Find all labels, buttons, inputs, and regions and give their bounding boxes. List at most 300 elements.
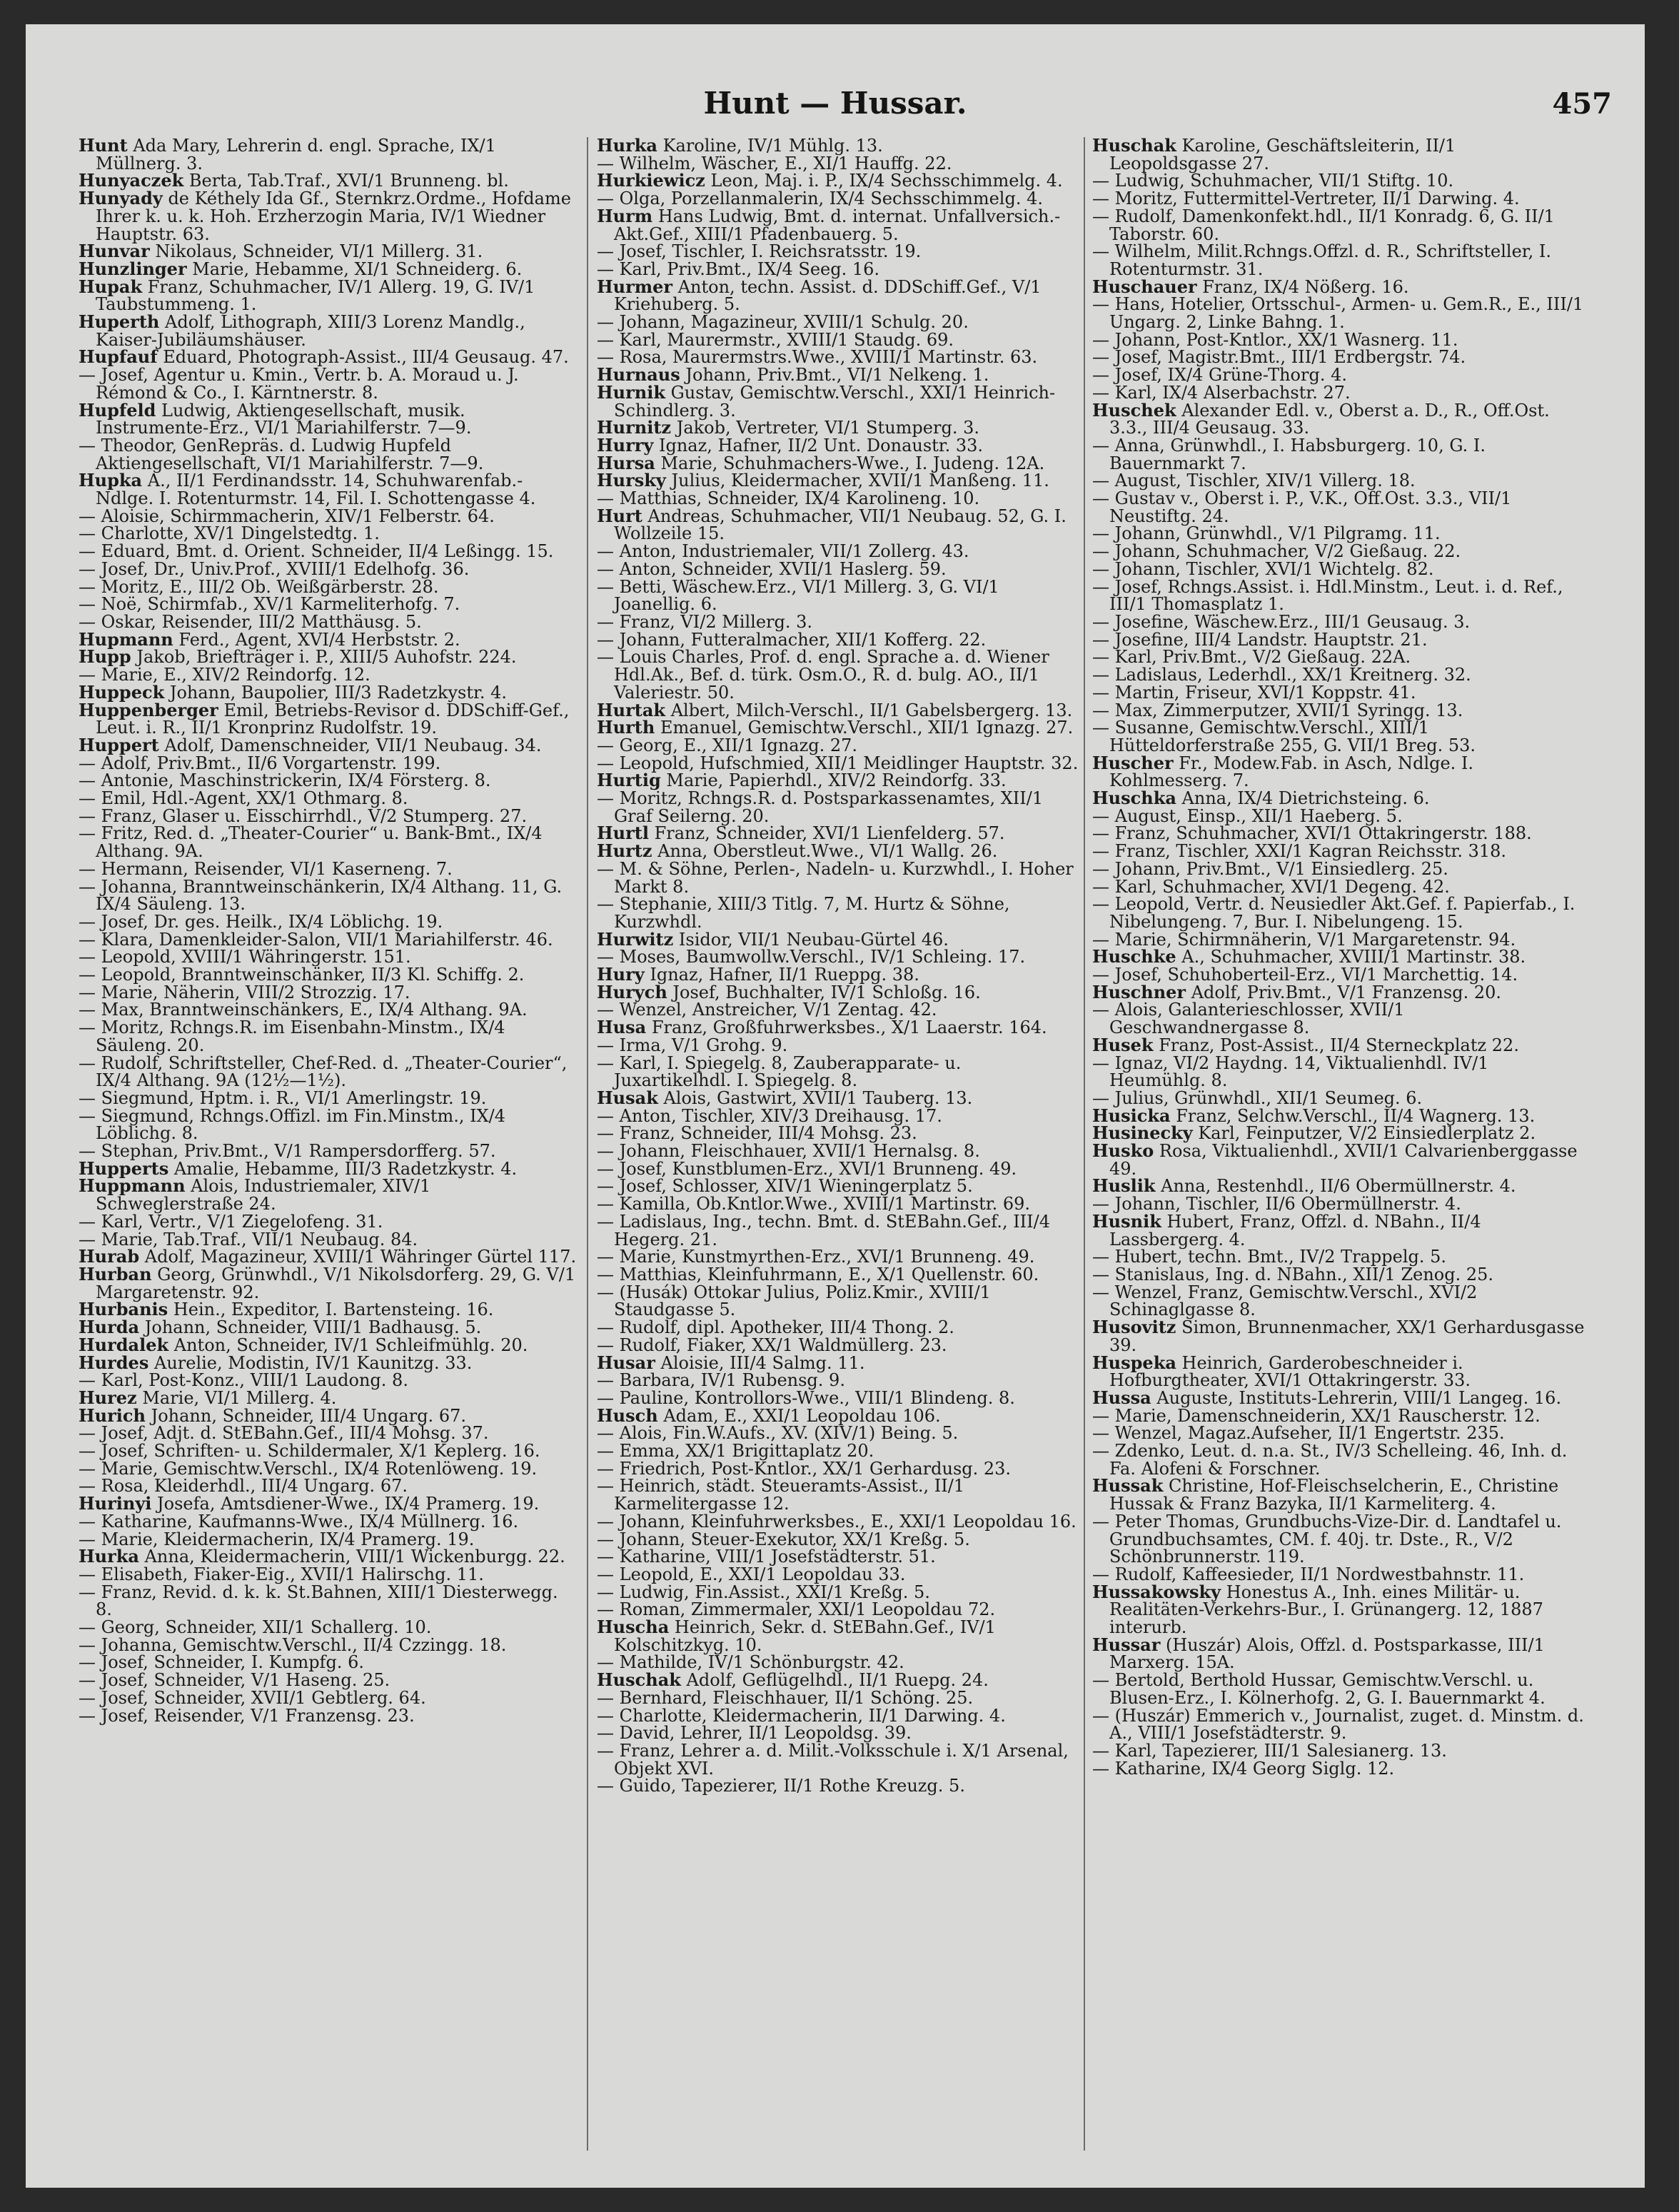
entry-text: — Louis Charles, Prof. d. engl. Sprache a. d. Wiener Hdl.Ak., Bef. d. türk. Osm.O., R. d. bulg. AO., II/1 Valeriestr. 50. bbox=[597, 647, 1049, 703]
entry-surname: Huppmann bbox=[79, 1175, 186, 1197]
entry-text: — Charlotte, Kleidermacherin, II/1 Darwing. 4. bbox=[597, 1705, 1006, 1726]
directory-entry bbox=[1092, 1177, 1585, 1195]
entry-text: Josef, Buchhalter, IV/1 Schloßg. 16. bbox=[672, 982, 981, 1002]
directory-entry bbox=[597, 1584, 1079, 1602]
directory-entry bbox=[597, 1213, 1079, 1248]
entry-surname: Hursa bbox=[597, 452, 655, 473]
entry-text: Marie, Schuhmachers-Wwe., I. Judeng. 12A. bbox=[660, 453, 1045, 473]
entry-text: — Leopold, XVIII/1 Währingerstr. 151. bbox=[79, 947, 411, 967]
directory-entry bbox=[1092, 1424, 1585, 1442]
directory-entry bbox=[79, 1531, 578, 1549]
entry-text: — Franz, Tischler, XXI/1 Kagran Reichsstr. 318. bbox=[1092, 841, 1507, 862]
entry-surname: Husch bbox=[597, 1404, 658, 1426]
entry-surname: Huperth bbox=[79, 311, 160, 333]
directory-entry bbox=[1092, 613, 1585, 631]
entry-surname: Hurwitz bbox=[597, 928, 674, 950]
directory-entry bbox=[597, 1284, 1079, 1319]
directory-entry bbox=[1092, 543, 1585, 560]
directory-entry bbox=[597, 1052, 1079, 1091]
directory-entry bbox=[597, 137, 1079, 155]
entry-text: — Johann, Magazineur, XVIII/1 Schulg. 20. bbox=[597, 312, 969, 333]
entry-text: Franz, IX/4 Nößerg. 16. bbox=[1202, 276, 1409, 297]
entry-surname: Hurdes bbox=[79, 1352, 149, 1373]
entry-text: — Johann, Tischler, II/6 Obermüllnerstr. 4. bbox=[1092, 1194, 1461, 1215]
entry-text: — Rudolf, dipl. Apotheker, III/4 Thong. 2. bbox=[597, 1317, 954, 1338]
entry-text: Emanuel, Gemischtw.Verschl., XII/1 Ignazg. 27. bbox=[660, 718, 1074, 738]
entry-text: — Guido, Tapezierer, II/1 Rothe Kreuzg. 5. bbox=[597, 1776, 965, 1796]
entry-text: — Emma, XX/1 Brigittaplatz 20. bbox=[597, 1441, 874, 1462]
directory-entry bbox=[597, 1001, 1079, 1019]
directory-entry bbox=[79, 1372, 578, 1389]
entry-text: — Hubert, techn. Bmt., IV/2 Trappelg. 5. bbox=[1092, 1247, 1447, 1267]
directory-entry bbox=[597, 840, 1079, 862]
directory-entry bbox=[597, 472, 1079, 490]
directory-entry bbox=[597, 1248, 1079, 1266]
directory-entry bbox=[79, 348, 578, 366]
entry-surname: Hurmer bbox=[597, 276, 673, 297]
entry-text: — Georg, E., XII/1 Ignazg. 27. bbox=[597, 735, 858, 755]
directory-entry bbox=[597, 419, 1079, 437]
entry-text: — Ladislaus, Lederhdl., XX/1 Kreitnerg. 32. bbox=[1092, 665, 1471, 685]
entry-text: — Josef, Schriften- u. Schildermaler, X/1 Keplerg. 16. bbox=[79, 1441, 540, 1462]
entry-text: — Franz, Schneider, III/4 Mohsg. 23. bbox=[597, 1123, 917, 1144]
directory-entry bbox=[597, 1019, 1079, 1037]
entry-surname: Husar bbox=[597, 1352, 655, 1373]
directory-entry bbox=[79, 1231, 578, 1249]
directory-entry bbox=[79, 508, 578, 526]
entry-text: — Anton, Industriemaler, VII/1 Zollerg. 43. bbox=[597, 541, 969, 562]
directory-entry bbox=[1092, 1742, 1585, 1760]
entry-text: Karl, Feinputzer, V/2 Einsiedlerplatz 2. bbox=[1198, 1123, 1536, 1144]
entry-text: — Marie, Schirmnäherin, V/1 Margaretenstr. 94. bbox=[1092, 929, 1516, 950]
entry-text: Franz, Schneider, XVI/1 Lienfelderg. 57. bbox=[654, 823, 1005, 844]
directory-entry bbox=[1092, 1195, 1585, 1213]
entry-text: — Josef, Kunstblumen-Erz., XVI/1 Brunneng. 49. bbox=[597, 1158, 1017, 1179]
directory-entry bbox=[597, 1513, 1079, 1531]
entry-surname: Husovitz bbox=[1092, 1317, 1176, 1338]
directory-entry bbox=[597, 1777, 1079, 1795]
entry-surname: Hussar bbox=[1092, 1634, 1161, 1655]
directory-entry bbox=[79, 1619, 578, 1637]
entry-surname: Hurtl bbox=[597, 823, 649, 844]
directory-entry bbox=[79, 755, 578, 773]
directory-entry bbox=[597, 1372, 1079, 1389]
directory-entry bbox=[597, 631, 1079, 649]
entry-surname: Hupperts bbox=[79, 1157, 169, 1179]
directory-entry bbox=[1092, 648, 1585, 666]
directory-entry bbox=[1092, 348, 1585, 366]
entry-surname: Hurban bbox=[79, 1264, 152, 1285]
directory-entry bbox=[597, 1107, 1079, 1125]
directory-entry bbox=[597, 1177, 1079, 1195]
directory-entry bbox=[597, 1671, 1079, 1689]
directory-entry bbox=[79, 1634, 578, 1655]
directory-entry bbox=[1092, 948, 1585, 966]
entry-text: — (Husák) Ottokar Julius, Poliz.Kmir., XVIII/1 Staudgasse 5. bbox=[597, 1282, 991, 1320]
directory-entry bbox=[597, 1548, 1079, 1566]
entry-surname: Hurnaus bbox=[597, 364, 680, 386]
directory-entry bbox=[1092, 878, 1585, 896]
entry-text: — Siegmund, Rchngs.Offizl. im Fin.Minstm., IX/4 Löblichg. 8. bbox=[79, 1105, 506, 1144]
entry-surname: Husnik bbox=[1092, 1210, 1161, 1232]
entry-text: Franz, Großfuhrwerksbes., X/1 Laaerstr. 164. bbox=[651, 1017, 1047, 1038]
entry-text: Adolf, Priv.Bmt., V/1 Franzensg. 20. bbox=[1191, 982, 1501, 1002]
directory-entry bbox=[597, 613, 1079, 631]
directory-entry bbox=[79, 1301, 578, 1319]
entry-text: Marie, VI/1 Millerg. 4. bbox=[142, 1387, 337, 1408]
entry-text: — Georg, Schneider, XII/1 Schallerg. 10. bbox=[79, 1617, 432, 1638]
directory-entry bbox=[79, 984, 578, 1002]
entry-text: Ada Mary, Lehrerin d. engl. Sprache, IX/1 Müllnerg. 3. bbox=[96, 137, 496, 174]
directory-entry bbox=[1092, 1477, 1585, 1512]
entry-text: Anna, Kleidermacherin, VIII/1 Wickenburgg. 22. bbox=[144, 1547, 565, 1567]
directory-entry bbox=[79, 578, 578, 596]
entry-surname: Husek bbox=[1092, 1034, 1154, 1055]
entry-surname: Husicka bbox=[1092, 1105, 1171, 1126]
directory-entry bbox=[1092, 1442, 1585, 1477]
entry-text: — Karl, Post-Konz., VIII/1 Laudong. 8. bbox=[79, 1370, 408, 1391]
directory-entry bbox=[1092, 578, 1585, 613]
entry-text: Hein., Expeditor, I. Bartensteing. 16. bbox=[173, 1299, 494, 1320]
entry-text: — Matthias, Schneider, IX/4 Karolineng. 10. bbox=[597, 488, 980, 509]
entry-text: — Susanne, Gemischtw.Verschl., XIII/1 Hütteldorferstraße 255, G. VII/1 Breg. 53. bbox=[1092, 718, 1476, 755]
entry-text: Nikolaus, Schneider, VI/1 Millerg. 31. bbox=[155, 241, 483, 262]
directory-entry bbox=[1092, 1389, 1585, 1407]
entry-text: Anna, Restenhdl., II/6 Obermüllnerstr. 4. bbox=[1161, 1176, 1516, 1197]
page-number: 457 bbox=[1552, 87, 1612, 121]
entry-text: — Johann, Schuhmacher, V/2 Gießaug. 22. bbox=[1092, 541, 1461, 562]
entry-text: — Josef, Tischler, I. Reichsratsstr. 19. bbox=[597, 241, 922, 262]
entry-text: — Katharine, IX/4 Georg Siglg. 12. bbox=[1092, 1758, 1395, 1779]
entry-text: — Josef, Magistr.Bmt., III/1 Erdbergstr. 74. bbox=[1092, 347, 1466, 368]
entry-text: Aloisie, III/4 Salmg. 11. bbox=[660, 1352, 865, 1373]
entry-text: Anton, techn. Assist. d. DDSchiff.Gef., V/1 Kriehuberg. 5. bbox=[614, 276, 1042, 315]
directory-entry bbox=[79, 137, 578, 172]
directory-entry bbox=[597, 737, 1079, 755]
entry-text: — Siegmund, Hptm. i. R., VI/1 Amerlingstr. 19. bbox=[79, 1087, 487, 1108]
entry-text: — Anton, Tischler, XIV/3 Dreihausg. 17. bbox=[597, 1105, 942, 1126]
entry-text: — Marie, Damenschneiderin, XX/1 Rauscherstr. 12. bbox=[1092, 1405, 1541, 1426]
entry-text: — Karl, Tapezierer, III/1 Salesianerg. 13. bbox=[1092, 1740, 1447, 1761]
entry-surname: Huschak bbox=[1092, 137, 1176, 156]
entry-text: Anna, IX/4 Dietrichsteing. 6. bbox=[1181, 788, 1430, 809]
directory-entry bbox=[597, 719, 1079, 737]
entry-text: — Josef, Schlosser, XIV/1 Wieningerplatz 5. bbox=[597, 1176, 973, 1197]
entry-surname: Huscher bbox=[1092, 752, 1174, 773]
entry-text: — Alois, Galanterieschlosser, XVII/1 Geschwandnergasse 8. bbox=[1092, 1000, 1405, 1038]
entry-surname: Huslik bbox=[1092, 1175, 1156, 1197]
entry-text: (Huszár) Alois, Offzl. d. Postsparkasse, III/1 Marxerg. 15A. bbox=[1109, 1634, 1545, 1673]
directory-entry bbox=[79, 1707, 578, 1725]
entry-surname: Huppenberger bbox=[79, 699, 218, 720]
directory-entry bbox=[79, 543, 578, 560]
entry-text: — Oskar, Reisender, III/2 Matthäusg. 5. bbox=[79, 611, 422, 632]
entry-text: — Zdenko, Leut. d. n.a. St., IV/3 Schelleing. 46, Inh. d. Fa. Alofeni & Forschner. bbox=[1092, 1441, 1568, 1479]
entry-surname: Hurdalek bbox=[79, 1334, 169, 1355]
entry-text: — Klara, Damenkleider-Salon, VII/1 Mariahilferstr. 46. bbox=[79, 929, 553, 950]
directory-entry bbox=[79, 437, 578, 472]
entry-text: — Wenzel, Franz, Gemischtw.Verschl., XVI/2 Schinaglgasse 8. bbox=[1092, 1282, 1478, 1320]
directory-entry bbox=[79, 1513, 578, 1531]
entry-text: — Johanna, Gemischtw.Verschl., II/4 Czzingg. 18. bbox=[79, 1634, 507, 1655]
entry-text: — Johann, Futteralmacher, XII/1 Kofferg. 22. bbox=[597, 629, 987, 650]
entry-surname: Hurry bbox=[597, 434, 654, 456]
entry-text: — Moritz, Rchngs.R. im Eisenbahn-Minstm., IX/4 Säuleng. 20. bbox=[79, 1017, 505, 1055]
entry-text: — Betti, Wäschew.Erz., VI/1 Millerg. 3, G. VI/1 Joanellig. 6. bbox=[597, 576, 999, 615]
entry-text: — Peter Thomas, Grundbuchs-Vize-Dir. d. Landtafel u. Grundbuchsamtes, CM. f. 40j. tr. Dste., R., V/2 Schönbrunnerstr. 119. bbox=[1092, 1511, 1562, 1567]
entry-text: — Johann, Post-Kntlor., XX/1 Wasnerg. 11. bbox=[1092, 329, 1458, 350]
entry-text: — Elisabeth, Fiaker-Eig., XVII/1 Halirschg. 11. bbox=[79, 1564, 484, 1584]
directory-entry bbox=[79, 1107, 578, 1142]
directory-entry bbox=[79, 1654, 578, 1671]
column-3 bbox=[1092, 137, 1585, 2151]
directory-entry bbox=[597, 278, 1079, 313]
entry-surname: Huschke bbox=[1092, 946, 1176, 967]
directory-entry bbox=[1092, 1581, 1585, 1638]
entry-text: de Kéthely Ida Gf., Sternkrz.Ordme., Hofdame Ihrer k. u. k. Hoh. Erzherzogin Maria, IV/1 Wiedner Hauptstr. 63. bbox=[96, 188, 571, 244]
entry-text: — Katharine, Kaufmanns-Wwe., IX/4 Müllnerg. 16. bbox=[79, 1511, 519, 1532]
directory-entry bbox=[597, 1724, 1079, 1742]
entry-surname: Huschauer bbox=[1092, 276, 1197, 297]
directory-entry bbox=[79, 1566, 578, 1584]
entry-text: — Franz, Revid. d. k. k. St.Bahnen, XIII/1 Diesterwegg. 8. bbox=[79, 1582, 558, 1620]
entry-text: Rosa, Viktualienhdl., XVII/1 Calvarienberggasse 49. bbox=[1109, 1141, 1578, 1179]
entry-surname: Hurinyi bbox=[79, 1493, 152, 1514]
directory-entry bbox=[79, 1248, 578, 1266]
entry-text: Johann, Schneider, III/4 Ungarg. 67. bbox=[151, 1405, 466, 1426]
directory-entry bbox=[1092, 1248, 1585, 1266]
entry-text: Jakob, Briefträger i. P., XIII/5 Auhofstr. 224. bbox=[136, 647, 517, 668]
directory-entry bbox=[79, 931, 578, 949]
directory-entry bbox=[1092, 1122, 1585, 1144]
entry-text: — Wenzel, Magaz.Aufseher, II/1 Engertstr. 235. bbox=[1092, 1423, 1505, 1444]
entry-surname: Hurka bbox=[597, 137, 657, 156]
entry-text: Gustav, Gemischtw.Verschl., XXI/1 Heinrich-Schindlerg. 3. bbox=[614, 382, 1056, 421]
entry-surname: Hursky bbox=[597, 470, 666, 491]
entry-text: — Emil, Hdl.-Agent, XX/1 Othmarg. 8. bbox=[79, 788, 408, 809]
entry-surname: Hurnik bbox=[597, 381, 665, 403]
entry-text: — Charlotte, XV/1 Dingelstedtg. 1. bbox=[79, 523, 380, 544]
entry-text: Julius, Kleidermacher, XVII/1 Manßeng. 11. bbox=[671, 471, 1049, 491]
directory-entry bbox=[1092, 1001, 1585, 1036]
entry-text: — Wilhelm, Milit.Rchngs.Offzl. d. R., Schriftsteller, I. Rotenturmstr. 31. bbox=[1092, 241, 1552, 279]
entry-surname: Hunt bbox=[79, 137, 128, 156]
entry-text: A., Schuhmacher, XVIII/1 Martinstr. 38. bbox=[1181, 947, 1526, 967]
entry-text: — Johann, Tischler, XVI/1 Wichtelg. 82. bbox=[1092, 558, 1434, 579]
entry-surname: Hurich bbox=[79, 1404, 146, 1426]
entry-text: — Olga, Porzellanmalerin, IX/4 Sechsschimmelg. 4. bbox=[597, 188, 1043, 209]
directory-entry bbox=[1092, 825, 1585, 843]
entry-surname: Hussakowsky bbox=[1092, 1581, 1221, 1602]
entry-surname: Hurtz bbox=[597, 840, 652, 862]
entry-surname: Hurez bbox=[79, 1387, 137, 1408]
directory-entry bbox=[597, 1404, 1079, 1426]
directory-entry bbox=[1092, 437, 1585, 472]
entry-text: Karoline, IV/1 Mühlg. 13. bbox=[662, 137, 883, 156]
directory-entry bbox=[79, 772, 578, 790]
entry-text: Honestus A., Inh. eines Militär- u. Realitäten-Verkehrs-Bur., I. Grünangerg. 12, 1887 interurb. bbox=[1109, 1582, 1543, 1638]
entry-text: — Franz, VI/2 Millerg. 3. bbox=[597, 611, 813, 632]
entry-surname: Hurtak bbox=[597, 699, 666, 720]
directory-entry bbox=[1092, 1671, 1585, 1706]
entry-text: — August, Einsp., XII/1 Haeberg. 5. bbox=[1092, 805, 1403, 826]
directory-entry bbox=[1092, 752, 1585, 791]
entry-text: Anton, Schneider, IV/1 Schleifmühlg. 20. bbox=[173, 1334, 528, 1355]
directory-entry bbox=[79, 913, 578, 931]
entry-text: — Rosa, Kleiderhdl., III/4 Ungarg. 67. bbox=[79, 1476, 408, 1497]
entry-text: — Rudolf, Fiaker, XX/1 Waldmüllerg. 23. bbox=[597, 1334, 947, 1355]
directory-entry bbox=[1092, 1284, 1585, 1319]
directory-entry bbox=[1092, 472, 1585, 490]
entry-text: — Josef, Schneider, I. Kumpfg. 6. bbox=[79, 1652, 364, 1673]
entry-text: Ludwig, Aktiengesellschaft, musik. Instrumente-Erz., VI/1 Mariahilferstr. 7—9. bbox=[96, 400, 472, 438]
entry-text: — Irma, V/1 Grohg. 9. bbox=[597, 1035, 788, 1055]
directory-entry bbox=[1092, 1407, 1585, 1425]
directory-entry bbox=[597, 948, 1079, 966]
directory-entry bbox=[79, 805, 578, 826]
directory-entry bbox=[597, 313, 1079, 331]
entry-text: Aurelie, Modistin, IV/1 Kaunitzg. 33. bbox=[153, 1352, 473, 1373]
entry-text: — Moritz, Rchngs.R. d. Postsparkassenamtes, XII/1 Graf Seilerng. 20. bbox=[597, 788, 1044, 826]
entry-text: — Heinrich, städt. Steueramts-Assist., II/1 Karmelitergasse 12. bbox=[597, 1476, 965, 1514]
directory-entry bbox=[597, 1442, 1079, 1460]
entry-text: — (Huszár) Emmerich v., Journalist, zuget. d. Minstm. d. A., VIII/1 Josefstädterstr. 9. bbox=[1092, 1705, 1584, 1744]
entry-surname: Hupka bbox=[79, 470, 143, 491]
entry-text: — Marie, Kunstmyrthen-Erz., XVI/1 Brunneng. 49. bbox=[597, 1247, 1035, 1267]
directory-entry bbox=[79, 1266, 578, 1301]
directory-entry bbox=[79, 699, 578, 738]
entry-text: — David, Lehrer, II/1 Leopoldsg. 39. bbox=[597, 1723, 912, 1744]
entry-text: — Johanna, Branntweinschänkerin, IX/4 Althang. 11, G. IX/4 Säuleng. 13. bbox=[79, 876, 563, 915]
entry-text: — Josef, Agentur u. Kmin., Vertr. b. A. Moraud u. J. Rémond & Co., I. Kärntnerstr. 8. bbox=[79, 365, 519, 403]
entry-text: — Moritz, Futtermittel-Vertreter, II/1 Darwing. 4. bbox=[1092, 188, 1520, 209]
directory-page bbox=[26, 24, 1645, 2188]
directory-entry bbox=[1092, 296, 1585, 331]
directory-entry bbox=[1092, 1634, 1585, 1673]
entry-text: Andreas, Schuhmacher, VII/1 Neubaug. 52, G. I. Wollzeile 15. bbox=[614, 506, 1067, 544]
entry-text: Adolf, Geflügelhdl., II/1 Ruepg. 24. bbox=[686, 1670, 989, 1691]
entry-text: — Wenzel, Anstreicher, V/1 Zentag. 42. bbox=[597, 1000, 937, 1020]
entry-surname: Hupfeld bbox=[79, 399, 156, 421]
directory-entry bbox=[79, 525, 578, 543]
entry-text: Fr., Modew.Fab. in Asch, Ndlge. I. Kohlmesserg. 7. bbox=[1109, 753, 1474, 791]
entry-text: Alexander Edl. v., Oberst a. D., R., Off.Ost. 3.3., III/4 Geusaug. 33. bbox=[1109, 400, 1550, 438]
directory-entry bbox=[79, 1584, 578, 1619]
directory-entry bbox=[1092, 1266, 1585, 1284]
entry-text: — Eduard, Bmt. d. Orient. Schneider, II/4 Leßingg. 15. bbox=[79, 541, 554, 562]
directory-entry bbox=[597, 243, 1079, 261]
directory-entry bbox=[1092, 525, 1585, 543]
entry-text: Johann, Schneider, VIII/1 Badhausg. 5. bbox=[144, 1317, 482, 1338]
entry-text: — Johann, Fleischhauer, XVII/1 Hernalsg. 8. bbox=[597, 1141, 980, 1162]
entry-text: — Julius, Grünwhdl., XII/1 Seumeg. 6. bbox=[1092, 1087, 1423, 1108]
directory-entry bbox=[597, 1160, 1079, 1178]
entry-text: — Karl, Vertr., V/1 Ziegelofeng. 31. bbox=[79, 1211, 383, 1232]
entry-surname: Hunzlinger bbox=[79, 258, 187, 279]
directory-entry bbox=[597, 1266, 1079, 1284]
directory-entry bbox=[1092, 1052, 1585, 1091]
column-1 bbox=[79, 137, 578, 2151]
entry-surname: Hupmann bbox=[79, 628, 173, 650]
directory-entry bbox=[79, 1052, 578, 1091]
entry-text: — Hans, Hotelier, Ortsschul-, Armen- u. Gem.R., E., III/1 Ungarg. 2, Linke Bahng. 1. bbox=[1092, 294, 1584, 333]
entry-surname: Husa bbox=[597, 1017, 647, 1038]
entry-text: — Fritz, Red. d. „Theater-Courier“ u. Bank-Bmt., IX/4 Althang. 9A. bbox=[79, 823, 543, 862]
directory-entry bbox=[1092, 1210, 1585, 1250]
entry-surname: Hurt bbox=[597, 505, 642, 526]
entry-text: — Barbara, IV/1 Rubensg. 9. bbox=[597, 1370, 845, 1391]
directory-entry bbox=[597, 1531, 1079, 1549]
entry-surname: Hupp bbox=[79, 646, 131, 668]
entry-text: — Karl, Schuhmacher, XVI/1 Degeng. 42. bbox=[1092, 876, 1450, 897]
directory-entry bbox=[1092, 399, 1585, 438]
directory-entry bbox=[1092, 702, 1585, 720]
entry-text: — Pauline, Kontrollors-Wwe., VIII/1 Blindeng. 8. bbox=[597, 1387, 1015, 1408]
directory-entry bbox=[597, 790, 1079, 825]
entry-text: — Martin, Friseur, XVI/1 Koppstr. 41. bbox=[1092, 682, 1416, 703]
entry-text: Marie, Hebamme, XI/1 Schneiderg. 6. bbox=[192, 258, 523, 279]
entry-surname: Huschak bbox=[597, 1669, 681, 1691]
entry-text: — Mathilde, IV/1 Schönburgstr. 42. bbox=[597, 1652, 904, 1673]
entry-surname: Huschka bbox=[1092, 788, 1176, 809]
directory-entry bbox=[1092, 278, 1585, 296]
directory-entry bbox=[1092, 895, 1585, 930]
entry-text: Josefa, Amtsdiener-Wwe., IX/4 Pramerg. 19. bbox=[157, 1494, 540, 1514]
directory-entry bbox=[79, 1001, 578, 1019]
directory-entry bbox=[597, 1460, 1079, 1478]
entry-text: — Marie, Tab.Traf., VII/1 Neubaug. 84. bbox=[79, 1229, 418, 1250]
entry-text: — Josef, Reisender, V/1 Franzensg. 23. bbox=[79, 1705, 415, 1726]
directory-entry bbox=[597, 966, 1079, 984]
entry-text: Adam, E., XXI/1 Leopoldau 106. bbox=[663, 1405, 941, 1426]
running-header: Hunt — Hussar. bbox=[703, 86, 967, 121]
entry-text: Adolf, Damenschneider, VII/1 Neubaug. 34. bbox=[164, 735, 542, 755]
directory-entry bbox=[597, 1601, 1079, 1619]
entry-text: Albert, Milch-Verschl., II/1 Gabelsbergerg. 13. bbox=[670, 700, 1073, 720]
directory-entry bbox=[597, 1566, 1079, 1584]
entry-text: Alois, Gastwirt, XVII/1 Tauberg. 13. bbox=[663, 1087, 973, 1108]
directory-entry bbox=[597, 772, 1079, 790]
entry-text: — Karl, Maurermstr., XVIII/1 Staudg. 69. bbox=[597, 329, 954, 350]
directory-entry bbox=[597, 860, 1079, 895]
entry-surname: Hurnitz bbox=[597, 417, 672, 438]
directory-entry bbox=[79, 1354, 578, 1372]
directory-entry bbox=[79, 1671, 578, 1689]
entry-text: Heinrich, Garderobeschneider i. Hofburgtheater, XVI/1 Ottakringerstr. 33. bbox=[1109, 1352, 1471, 1391]
entry-text: — Bernhard, Fleischhauer, II/1 Schöng. 25. bbox=[597, 1687, 974, 1708]
entry-text: — Josefine, Wäschew.Erz., III/1 Geusaug. 3. bbox=[1092, 611, 1471, 632]
directory-entry bbox=[79, 472, 578, 507]
directory-entry bbox=[79, 560, 578, 578]
entry-text: — Josef, Rchngs.Assist. i. Hdl.Minstm., Leut. i. d. Ref., III/1 Thomasplatz 1. bbox=[1092, 576, 1563, 615]
directory-entry bbox=[597, 1142, 1079, 1160]
directory-entry bbox=[79, 948, 578, 966]
entry-surname: Hussak bbox=[1092, 1475, 1164, 1497]
entry-text: Franz, Selchw.Verschl., II/4 Wagnerg. 13. bbox=[1176, 1105, 1536, 1126]
directory-entry bbox=[597, 190, 1079, 208]
entry-text: — Roman, Zimmermaler, XXI/1 Leopoldau 72. bbox=[597, 1599, 996, 1620]
directory-entry bbox=[79, 366, 578, 401]
entry-text: — Rudolf, Kaffeesieder, II/1 Nordwestbahnstr. 11. bbox=[1092, 1564, 1525, 1584]
directory-entry bbox=[597, 699, 1079, 720]
directory-entry bbox=[79, 1689, 578, 1707]
entry-text: — Hermann, Reisender, VI/1 Kaserneng. 7. bbox=[79, 858, 453, 879]
entry-text: Georg, Grünwhdl., V/1 Nikolsdorferg. 29, G. V/1 Margaretenstr. 92. bbox=[96, 1265, 576, 1302]
entry-text: — Ludwig, Fin.Assist., XXI/1 Kreßg. 5. bbox=[597, 1582, 930, 1602]
entry-text: Johann, Priv.Bmt., VI/1 Nelkeng. 1. bbox=[685, 365, 989, 386]
directory-entry bbox=[79, 1477, 578, 1495]
entry-text: — Stephan, Priv.Bmt., V/1 Rampersdorfferg. 57. bbox=[79, 1141, 496, 1162]
